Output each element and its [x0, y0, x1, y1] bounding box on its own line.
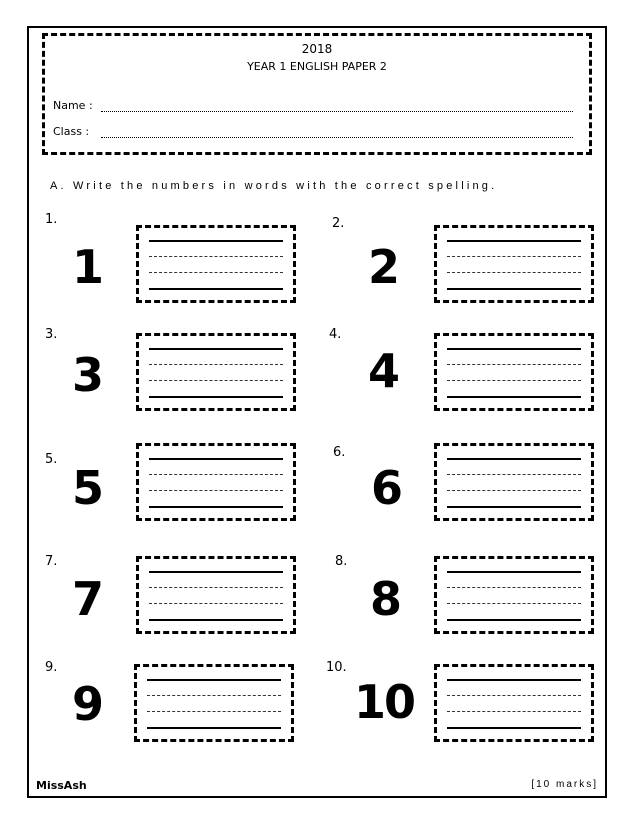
name-field[interactable] [101, 111, 573, 112]
writing-line [447, 348, 581, 350]
instruction: A. Write the numbers in words with the correct spelling. [50, 180, 498, 192]
guide-line [447, 272, 581, 273]
question-number: 7. [45, 554, 58, 569]
brand-logo: MissAsh [36, 779, 87, 792]
guide-line [447, 695, 581, 696]
writing-line [447, 396, 581, 398]
writing-line [149, 240, 283, 242]
number-digit: 2 [367, 240, 398, 294]
writing-line [149, 619, 283, 621]
guide-line [149, 364, 283, 365]
number-digit: 8 [369, 572, 400, 626]
header-box [42, 33, 592, 155]
answer-box[interactable] [434, 664, 594, 742]
guide-line [149, 490, 283, 491]
guide-line [447, 380, 581, 381]
guide-line [447, 587, 581, 588]
guide-line [149, 256, 283, 257]
guide-line [149, 587, 283, 588]
writing-line [447, 240, 581, 242]
question-number: 6. [333, 445, 346, 460]
writing-line [149, 396, 283, 398]
writing-line [149, 506, 283, 508]
writing-line [447, 506, 581, 508]
answer-box[interactable] [136, 443, 296, 521]
writing-line [447, 458, 581, 460]
class-label: Class : [53, 125, 90, 138]
writing-line [147, 727, 281, 729]
class-field[interactable] [101, 137, 573, 138]
number-digit: 5 [71, 461, 102, 515]
marks-total: [10 marks] [531, 779, 598, 790]
guide-line [149, 474, 283, 475]
guide-line [447, 474, 581, 475]
guide-line [447, 256, 581, 257]
answer-box[interactable] [136, 556, 296, 634]
number-digit: 6 [370, 461, 401, 515]
answer-box[interactable] [434, 556, 594, 634]
question-number: 5. [45, 452, 58, 467]
number-digit: 9 [71, 677, 102, 731]
guide-line [149, 603, 283, 604]
guide-line [447, 603, 581, 604]
writing-line [147, 679, 281, 681]
writing-line [149, 288, 283, 290]
number-digit: 3 [71, 348, 102, 402]
question-number: 1. [45, 212, 58, 227]
answer-box[interactable] [134, 664, 294, 742]
writing-line [447, 571, 581, 573]
guide-line [149, 272, 283, 273]
writing-line [149, 348, 283, 350]
writing-line [447, 288, 581, 290]
guide-line [149, 380, 283, 381]
question-number: 3. [45, 327, 58, 342]
writing-line [149, 458, 283, 460]
guide-line [147, 711, 281, 712]
question-number: 8. [335, 554, 348, 569]
question-number: 9. [45, 660, 58, 675]
paper-title: YEAR 1 ENGLISH PAPER 2 [247, 60, 387, 73]
guide-line [147, 695, 281, 696]
guide-line [447, 364, 581, 365]
year: 2018 [301, 42, 333, 56]
number-digit: 4 [367, 344, 398, 398]
guide-line [447, 711, 581, 712]
guide-line [447, 490, 581, 491]
writing-line [447, 727, 581, 729]
number-digit: 10 [353, 675, 414, 729]
writing-line [447, 679, 581, 681]
number-digit: 1 [71, 240, 102, 294]
question-number: 4. [329, 327, 342, 342]
answer-box[interactable] [136, 225, 296, 303]
question-number: 10. [326, 660, 347, 675]
number-digit: 7 [71, 572, 102, 626]
writing-line [149, 571, 283, 573]
answer-box[interactable] [434, 333, 594, 411]
answer-box[interactable] [434, 443, 594, 521]
answer-box[interactable] [136, 333, 296, 411]
answer-box[interactable] [434, 225, 594, 303]
question-number: 2. [332, 216, 345, 231]
writing-line [447, 619, 581, 621]
name-label: Name : [53, 99, 93, 112]
